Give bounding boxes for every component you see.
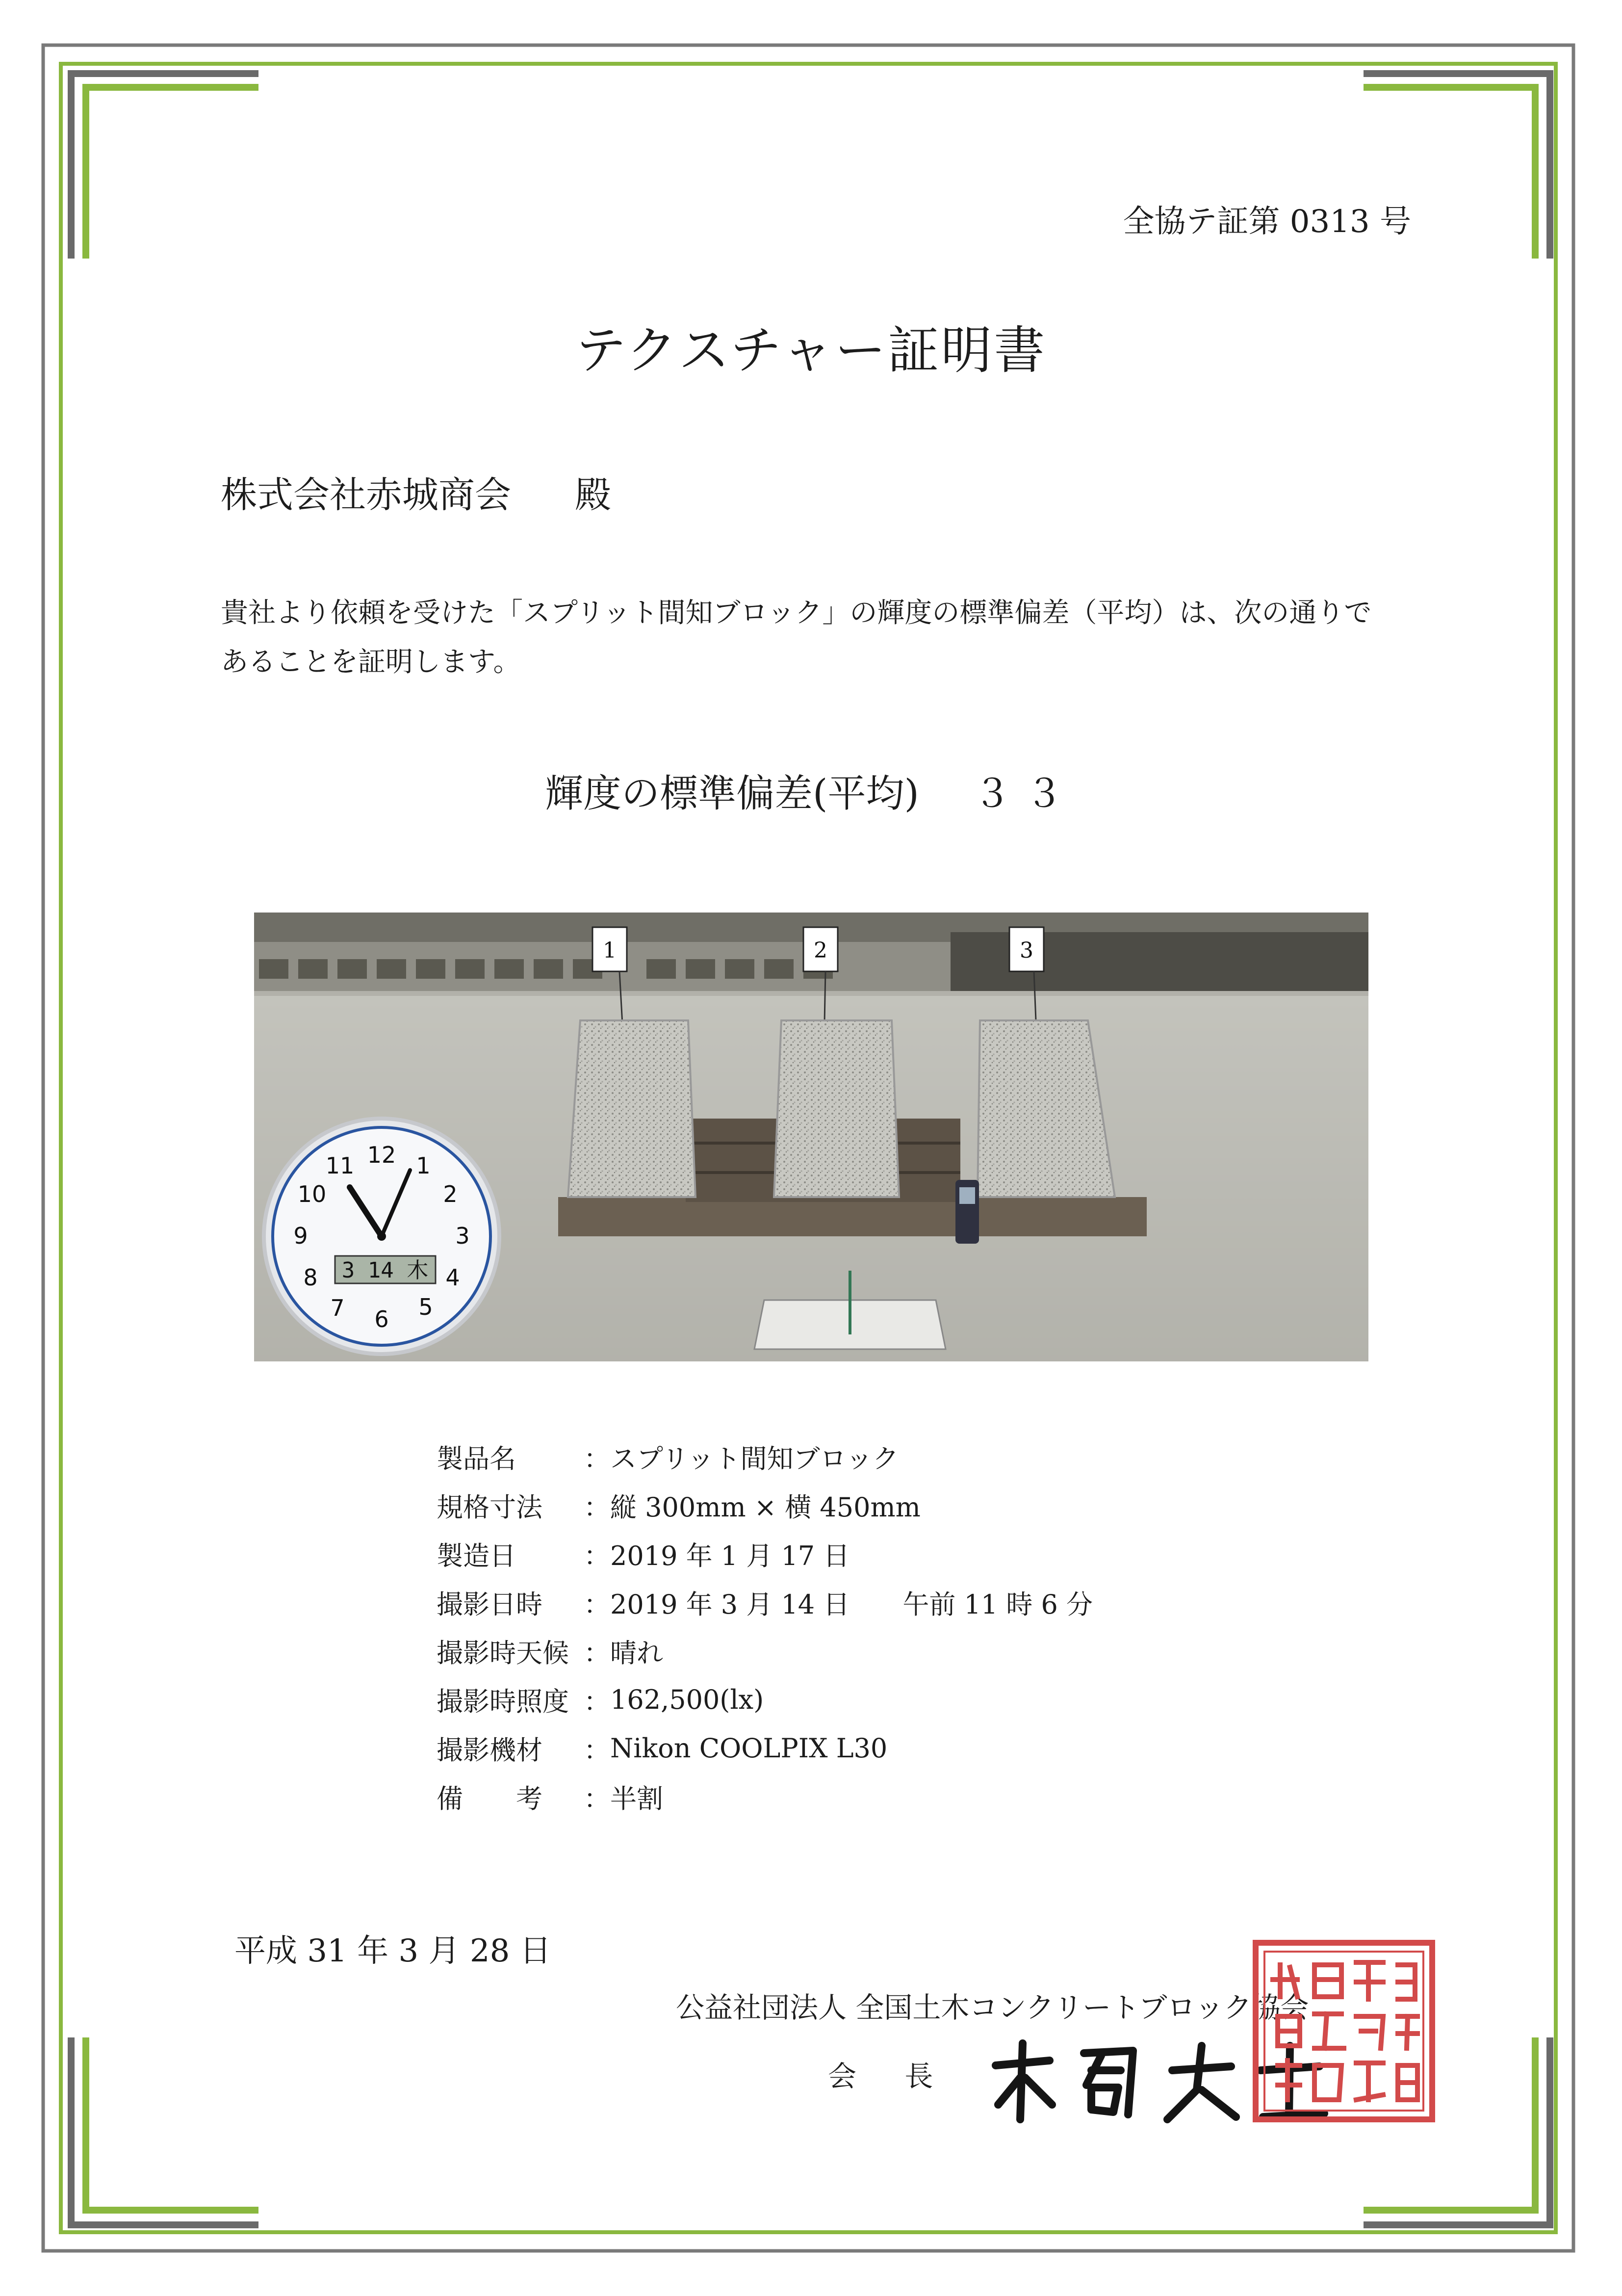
spec-separator: ： — [584, 1735, 610, 1766]
spec-separator: ： — [584, 1783, 610, 1814]
certification-statement — [221, 589, 1427, 687]
result-value: ３３ — [973, 772, 1077, 816]
official-seal — [1251, 1938, 1437, 2124]
spec-value: スプリット間知ブロック — [610, 1443, 899, 1474]
document-title: テクスチャー証明書 — [575, 320, 1047, 380]
result-label: 輝度の標準偏差(平均) — [545, 772, 919, 816]
marker-label-3: 3 — [1020, 938, 1033, 963]
light-meter-icon — [955, 1180, 979, 1244]
addressee-company: 株式会社赤城商会 — [221, 474, 511, 516]
spec-row — [437, 1627, 1093, 1675]
clock-numeral-11: 11 — [325, 1152, 355, 1179]
test-photograph — [254, 913, 1368, 1361]
spec-label: 備 考 — [437, 1783, 542, 1814]
spec-label: 撮影機材 — [437, 1735, 542, 1766]
clock-numeral-1: 1 — [416, 1152, 431, 1179]
spec-row — [437, 1433, 1093, 1481]
statement-line-1: 貴社より依頼を受けた「スプリット間知ブロック」の輝度の標準偏差（平均）は、次の通りで — [221, 597, 1372, 629]
spec-separator: ： — [584, 1492, 610, 1523]
clock-numeral-4: 4 — [445, 1264, 460, 1291]
spec-value: 晴れ — [610, 1638, 663, 1669]
spec-separator: ： — [584, 1686, 610, 1717]
clock-numeral-9: 9 — [293, 1223, 308, 1249]
spec-label: 撮影時天候 — [437, 1638, 569, 1669]
clock-numeral-3: 3 — [455, 1223, 470, 1249]
spec-row — [437, 1724, 1093, 1773]
spec-label: 撮影時照度 — [437, 1686, 569, 1717]
clock-numeral-7: 7 — [330, 1295, 345, 1321]
addressee — [221, 466, 611, 518]
issue-date: 平成 31 年 3 月 28 日 — [234, 1933, 551, 1969]
spec-value: 縦 300mm × 横 450mm — [610, 1492, 921, 1523]
spec-label: 製造日 — [437, 1540, 516, 1571]
spec-value: 2019 年 1 月 17 日 — [610, 1540, 850, 1571]
clock-numeral-6: 6 — [374, 1306, 389, 1332]
issuer-organization: 公益社団法人 全国土木コンクリートブロック協会 — [676, 1991, 1309, 2024]
spec-separator: ： — [584, 1443, 610, 1474]
spec-label: 撮影日時 — [437, 1589, 542, 1620]
spec-value: Nikon COOLPIX L30 — [610, 1733, 888, 1764]
addressee-honorific: 殿 — [575, 474, 611, 516]
marker-label-2: 2 — [814, 938, 827, 963]
clock-numeral-8: 8 — [303, 1264, 318, 1291]
spec-row — [437, 1578, 1093, 1627]
clock-numeral-10: 10 — [297, 1181, 327, 1207]
spec-value: 2019 年 3 月 14 日 午前 11 時 6 分 — [610, 1589, 1093, 1620]
marker-label-1: 1 — [603, 938, 617, 963]
spec-row — [437, 1530, 1093, 1578]
clock-numeral-2: 2 — [443, 1181, 458, 1207]
spec-row — [437, 1773, 1093, 1821]
issuer-role: 会 長 — [828, 2060, 953, 2093]
clock-lcd-display: 3 14 木 — [341, 1258, 429, 1283]
spec-value: 半割 — [610, 1783, 663, 1814]
result-line — [0, 763, 1622, 818]
clock-numeral-12: 12 — [367, 1142, 396, 1168]
clock-numeral-5: 5 — [418, 1294, 433, 1320]
spec-row — [437, 1675, 1093, 1724]
spec-separator: ： — [584, 1540, 610, 1571]
spec-separator: ： — [584, 1589, 610, 1620]
spec-row — [437, 1481, 1093, 1530]
clock-icon — [264, 1119, 499, 1354]
certificate-number: 全協テ証第 0313 号 — [1123, 204, 1411, 240]
statement-line-2: あることを証明します。 — [221, 646, 521, 678]
spec-label: 規格寸法 — [437, 1492, 542, 1523]
spec-separator: ： — [584, 1638, 610, 1669]
spec-value: 162,500(lx) — [610, 1684, 764, 1715]
product-specifications — [437, 1433, 1093, 1821]
spec-label: 製品名 — [437, 1443, 516, 1474]
